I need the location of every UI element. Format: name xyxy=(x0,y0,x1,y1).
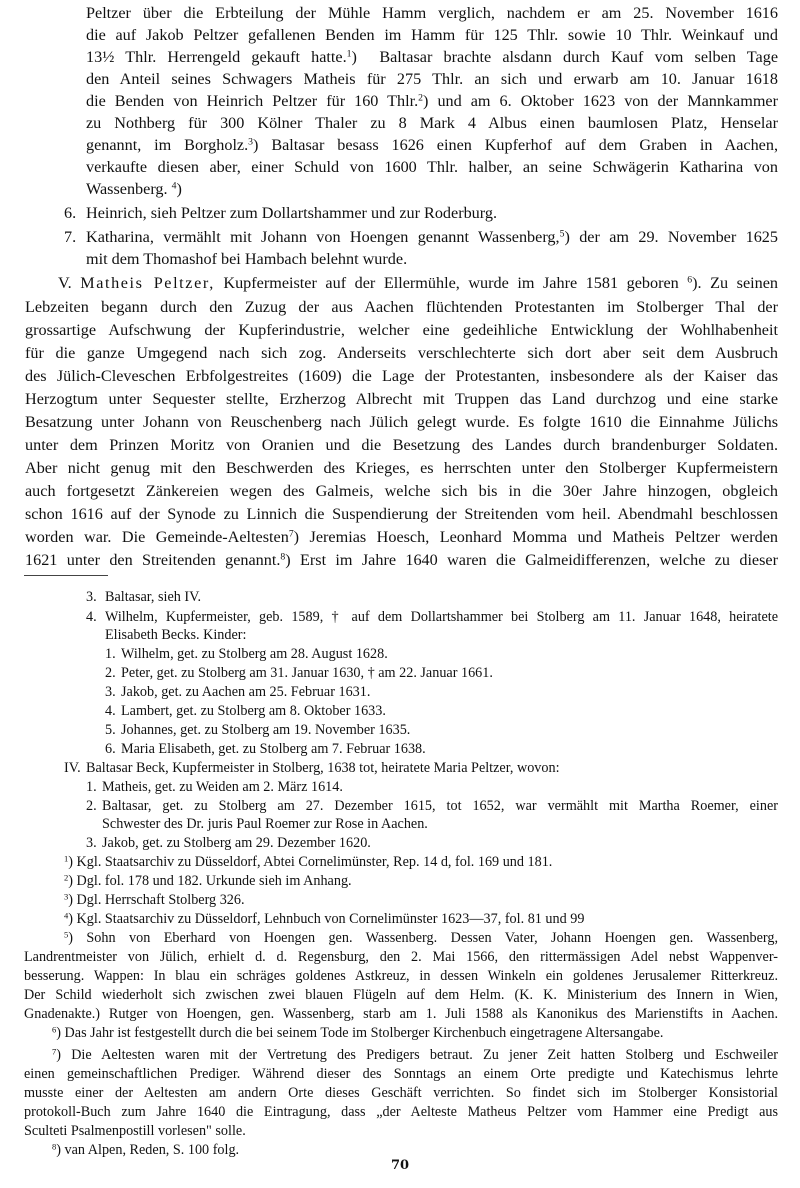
footnote-ref: 8 xyxy=(280,551,286,563)
footnote-separator xyxy=(24,575,108,576)
list-item xyxy=(105,721,410,739)
footnote-line: Der Schild wiederholt sich zwischen zwei blauen Flügeln auf dem Helm. (K. K. Ministerium des Innern in Wien, xyxy=(24,987,778,1003)
footnote-text: Kgl. Staatsarchiv zu Düsseldorf, Abtei Cornelimünster, Rep. 14 d, fol. 169 und 181. xyxy=(76,854,553,870)
list-item xyxy=(105,702,386,720)
item-text: Baltasar, get. zu Stolberg am 27. Dezember 1615, tot 1652, war vermählt mit Martha Roemer, einer xyxy=(102,798,778,814)
footnote-text: Das Jahr ist festgestellt durch die bei seinem Tode im Stolberger Kirchenbuch eingetragene Altersangabe. xyxy=(64,1025,664,1041)
list-item xyxy=(105,683,370,701)
list-item-6 xyxy=(64,203,497,223)
body-line: grossartige Aufschwung der Kupferindustrie, welcher eine gedeihliche Entwicklung der Wohlhabenheit xyxy=(25,321,778,339)
body-line: mit dem Thomashof bei Hambach belehnt wurde. xyxy=(86,250,408,268)
item-number: 7. xyxy=(64,228,77,246)
footnote-ref: 3 xyxy=(248,136,254,148)
body-line: den Anteil seines Schwagers Matheis für 275 Thlr. an sich und erwarb am 10. Januar 1618 xyxy=(86,70,778,88)
body-line: unter dem Prinzen Moritz von Oranien und die Besetzung des Landes durch brandenburger Soldaten. xyxy=(25,436,778,454)
section-iv xyxy=(64,759,560,777)
item-number: 6. xyxy=(64,204,77,222)
footnote-ref: 6 xyxy=(687,274,693,286)
section-v-heading-line xyxy=(58,273,778,293)
body-line: schon 1616 auf der Synode zu Linnich die Suspendierung der Streitenden vom heil. Abendmahl beschlossen xyxy=(25,505,778,523)
body-line: für die ganze Umgegend nach sich zog. Anderseits verschlechterte sich dort aber seit dem Ausbruch xyxy=(25,344,778,362)
item-number: 2. xyxy=(105,665,116,681)
footnote-8: $^8$) van Alpen, Reden, S. 100 folg. xyxy=(52,1141,240,1158)
item-number: 4. xyxy=(105,703,116,719)
footnote-ref: 5 xyxy=(559,228,565,240)
text-span: Baltasar besass 1626 einen Kupferhof auf dem Graben in Aachen, xyxy=(271,136,778,154)
footnote-text: Dgl. Herrschaft Stolberg 326. xyxy=(76,892,245,908)
list-item xyxy=(105,645,388,663)
item-text: Katharina, vermählt mit Johann von Hoengen genannt Wassenberg, xyxy=(86,228,560,246)
list-item-4 xyxy=(86,608,778,626)
footnote-3: $^3$) Dgl. Herrschaft Stolberg 326. xyxy=(64,891,245,908)
item-text: Baltasar Beck, Kupfermeister in Stolberg, 1638 tot, heiratete Maria Peltzer, wovon: xyxy=(86,760,560,776)
footnote-mark: 6 xyxy=(52,1024,57,1035)
footnote-6: $^6$) Das Jahr ist festgestellt durch die bei seinem Tode im Stolberger Kirchenbuch eingetragene Altersangabe. xyxy=(52,1024,664,1041)
footnote-line: protokoll-Buch zum Jahre 1640 die Eintragung, dass „der Aelteste Matheus Peltzer vom Hammer eine Predigt aus xyxy=(24,1104,778,1120)
footnote-line: Sculteti Psalmenpostill vorlesen" solle. xyxy=(24,1123,246,1139)
item-text: Jakob, get. zu Aachen am 25. Februar 1631. xyxy=(121,684,371,700)
item-text: Heinrich, sieh Peltzer zum Dollartshammer und zur Roderburg. xyxy=(86,204,498,222)
footnote-ref: 1 xyxy=(346,48,352,60)
person-name: Matheis Peltzer, xyxy=(80,274,215,292)
list-item xyxy=(105,740,426,758)
item-text: der am 29. November 1625 xyxy=(579,228,778,246)
item-text: Wilhelm, Kupfermeister, geb. 1589, † auf dem Dollartshammer bei Stolberg am 11. Januar 1648, heiratete xyxy=(105,609,778,625)
page-number: 70 xyxy=(390,1158,410,1173)
footnote-1: $^1$) Kgl. Staatsarchiv zu Düsseldorf, Abtei Cornelimünster, Rep. 14 d, fol. 169 und 181. xyxy=(64,853,553,870)
footnote-mark: 4 xyxy=(64,910,69,921)
item-number: 2. xyxy=(86,798,97,814)
footnote-mark: 7 xyxy=(52,1046,57,1057)
footnote-text: Kgl. Staatsarchiv zu Düsseldorf, Lehnbuch von Cornelimünster 1623—37, fol. 81 und 99 xyxy=(76,911,585,927)
item-text: Jakob, get. zu Stolberg am 29. Dezember 1620. xyxy=(102,835,371,851)
text-span: worden war. Die Gemeinde-Aeltesten xyxy=(25,528,289,546)
text-span: Jeremias Hoesch, Leonhard Momma und Matheis Peltzer werden xyxy=(309,528,778,546)
footnote-mark: 5 xyxy=(64,929,69,940)
body-line: Aber nicht genug mit den Beschwerden des Krieges, es herrschten unter den Stolberger Kupfermeistern xyxy=(25,459,778,477)
footnote-mark: 8 xyxy=(52,1141,57,1152)
body-line: des Jülich-Cleveschen Erbfolgestreites (1609) die Lage der Protestanten, insbesondere als der Kaiser das xyxy=(25,367,778,385)
body-line: verkaufte diesen aber, einer Schuld von 1600 Thlr. halber, an seine Schwägerin Katharina von xyxy=(86,158,778,176)
text-span: 13½ Thlr. Herrengeld gekauft hatte. xyxy=(86,48,347,66)
text-span: ). Zu seinen xyxy=(692,274,779,292)
footnote-text: van Alpen, Reden, S. 100 folg. xyxy=(64,1142,240,1158)
item-text: Schwester des Dr. juris Paul Roemer zur Rose in Aachen. xyxy=(102,816,428,832)
section-numeral: V. xyxy=(58,274,72,292)
text-span: Erst im Jahre 1640 waren die Galmeidifferenzen, welche zu dieser xyxy=(300,551,778,569)
item-text: Peter, get. zu Stolberg am 31. Januar 1630, † am 22. Januar 1661. xyxy=(121,665,493,681)
list-item xyxy=(86,834,371,852)
item-number: 5. xyxy=(105,722,116,738)
list-item xyxy=(86,778,343,796)
text-span: Wassenberg. xyxy=(86,180,168,198)
item-text: Baltasar, sieh IV. xyxy=(105,589,202,605)
footnote-line: einen gemeinschaftlichen Prediger. Während dieser des Sonntags an einem Orte predigte und Katechismus lehrte xyxy=(24,1066,778,1082)
footnote-line: Landrentmeister von Jülich, erhielt d. d. Regensburg, den 2. Mai 1566, den rittermässigen Adel nebst Wappenver- xyxy=(24,949,778,965)
footnote-mark: 3 xyxy=(64,891,69,902)
text-span: Baltasar brachte alsdann durch Kauf vom selben Tage xyxy=(379,48,779,66)
item-text: Elisabeth Becks. Kinder: xyxy=(105,627,247,643)
body-line: worden war. Die Gemeinde-Aeltesten$^7$) Jeremias Hoesch, Leonhard Momma und Matheis Peltzer werden xyxy=(25,528,778,546)
body-line: auch fortgesetzt Zänkereien wegen des Galmeis, welche sich bis in die 30er Jahre hinzogen, obgleich xyxy=(25,482,778,500)
footnote-ref: 4 xyxy=(171,180,177,192)
item-text: Lambert, get. zu Stolberg am 8. Oktober 1633. xyxy=(121,703,386,719)
body-line: Herzogtum unter Sequester stellte, Erzherzog Albrecht mit Truppen das Land durchzog und eine starke xyxy=(25,390,778,408)
item-number: 3. xyxy=(86,589,97,605)
list-item xyxy=(86,797,778,815)
text-span: Kupfermeister auf der Ellermühle, wurde im Jahre 1581 geboren xyxy=(223,274,679,292)
footnote-ref: 2 xyxy=(418,92,424,104)
body-line: Peltzer über die Erbteilung der Mühle Hamm verglich, nachdem er am 25. November 1616 xyxy=(86,4,778,22)
footnote-text: Sohn von Eberhard von Hoengen gen. Wassenberg. Dessen Vater, Johann Hoengen gen. Wassenberg, xyxy=(86,930,778,946)
text-span: und am 6. Oktober 1623 von der Mannkammer xyxy=(437,92,778,110)
item-number: 3. xyxy=(86,835,97,851)
body-line: 1621 unter den Streitenden genannt.$^8$) Erst im Jahre 1640 waren die Galmeidifferenzen, welche zu dieser xyxy=(25,551,778,569)
text-span: 1621 unter den Streitenden genannt. xyxy=(25,551,281,569)
body-line: Besatzung unter Johann von Reuschenberg nach Jülich gelegt wurde. Es folgte 1610 die Einnahme Jülichs xyxy=(25,413,778,431)
body-line: die auf Jakob Peltzer gefallenen Benden im Hamm für 125 Thlr. sowie 10 Thlr. Weinkauf und xyxy=(86,26,778,44)
footnote-text: Die Aeltesten waren mit der Vertretung des Predigers betraut. Zu jener Zeit hatten Stolberg und Eschweiler xyxy=(71,1047,779,1063)
footnote-mark: 2 xyxy=(64,872,69,883)
body-line: zu Nothberg für 300 Kölner Thaler zu 8 Mark 4 Albus einen baumlosen Platz, Henselar xyxy=(86,114,778,132)
list-item-3 xyxy=(86,588,201,606)
footnote-line: Gnadenakte.) Rutger von Hoengen, gen. Wassenberg, starb am 1. Juli 1588 als Kanonikus des Marienstifts in Aachen. xyxy=(24,1006,778,1022)
item-number: 6. xyxy=(105,741,116,757)
body-line: 13½ Thlr. Herrengeld gekauft hatte.$^1$) Baltasar brachte alsdann durch Kauf vom selben Tage xyxy=(86,48,779,66)
item-number: 4. xyxy=(86,609,97,625)
body-line: Lebzeiten begann durch den Zuzug der aus Aachen flüchtenden Protestanten im Stolberger Thal der xyxy=(25,298,778,316)
item-number: 1. xyxy=(105,646,116,662)
section-numeral: IV. xyxy=(64,760,81,776)
item-text: Matheis, get. zu Weiden am 2. März 1614. xyxy=(102,779,343,795)
footnote-mark: 1 xyxy=(64,853,69,864)
footnote-line: besserung. Wappen: In blau ein schräges goldenes Astkreuz, in dessen Winkeln ein goldenes Jerusalemer Ritterkreuz. xyxy=(24,968,778,984)
text-span: die Benden von Heinrich Peltzer für 160 Thlr. xyxy=(86,92,419,110)
item-number: 1. xyxy=(86,779,97,795)
footnote-text: Dgl. fol. 178 und 182. Urkunde sieh im Anhang. xyxy=(76,873,352,889)
item-number: 3. xyxy=(105,684,116,700)
footnote-5: $^5$) Sohn von Eberhard von Hoengen gen. Wassenberg. Dessen Vater, Johann Hoengen gen. Wassenberg, xyxy=(64,929,778,946)
footnote-ref: 7 xyxy=(288,528,294,540)
list-item xyxy=(105,664,493,682)
list-item-7: 7. Katharina, vermählt mit Johann von Hoengen genannt Wassenberg,$^5$) der am 29. November 1625 xyxy=(64,228,778,246)
footnote-4: $^4$) Kgl. Staatsarchiv zu Düsseldorf, Lehnbuch von Cornelimünster 1623—37, fol. 81 und 99 xyxy=(64,910,585,927)
text-span: genannt, im Borgholz. xyxy=(86,136,249,154)
body-line: Wassenberg. $^4$) xyxy=(86,180,182,198)
item-text: Wilhelm, get. zu Stolberg am 28. August 1628. xyxy=(121,646,388,662)
body-line: die Benden von Heinrich Peltzer für 160 Thlr.$^2$) und am 6. Oktober 1623 von der Mannkammer xyxy=(86,92,778,110)
item-text: Johannes, get. zu Stolberg am 19. November 1635. xyxy=(121,722,411,738)
body-line: genannt, im Borgholz.$^3$) Baltasar besass 1626 einen Kupferhof auf dem Graben in Aachen, xyxy=(86,136,778,154)
footnote-line: musste einer der Aeltesten am andern Orte dieses Geschäft verrichten. So findet sich im Stolberger Konsistorial xyxy=(24,1085,778,1101)
footnote-2: $^2$) Dgl. fol. 178 und 182. Urkunde sieh im Anhang. xyxy=(64,872,352,889)
footnote-7: $^7$) Die Aeltesten waren mit der Vertretung des Predigers betraut. Zu jener Zeit hatten Stolberg und Eschweiler xyxy=(52,1046,779,1063)
item-text: Maria Elisabeth, get. zu Stolberg am 7. Februar 1638. xyxy=(121,741,426,757)
